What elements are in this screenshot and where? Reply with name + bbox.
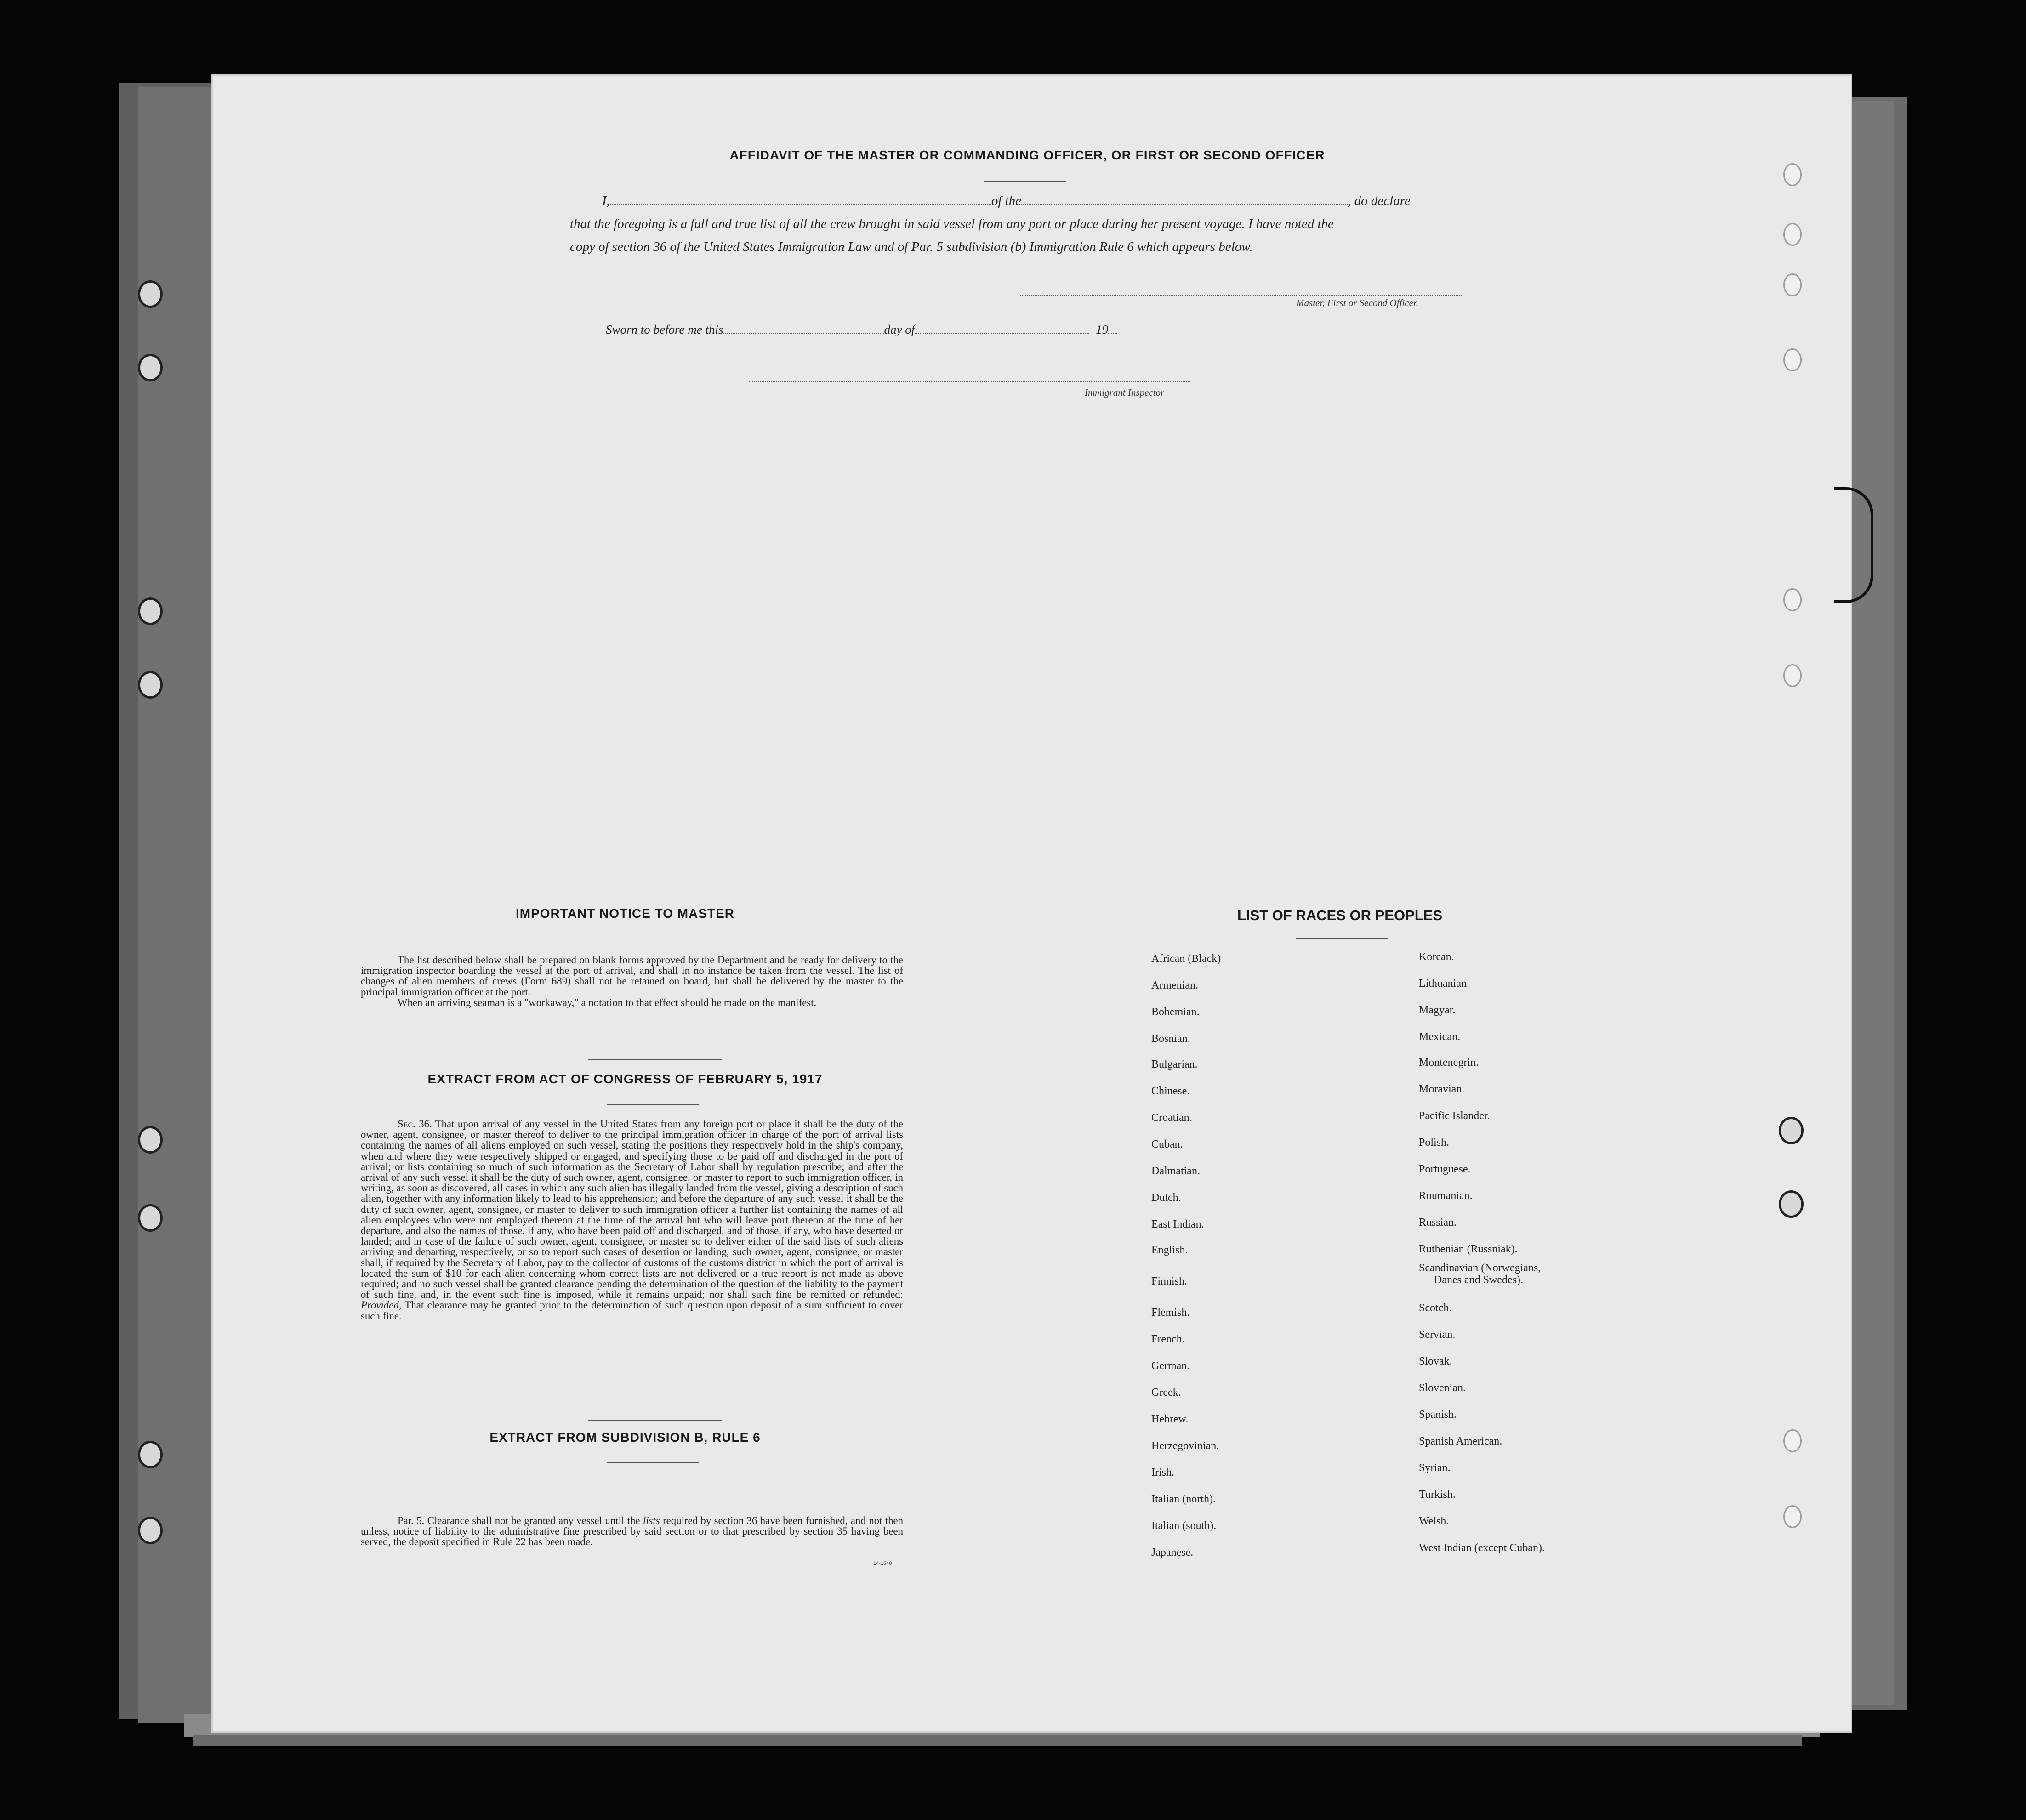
race-item: Syrian. — [1419, 1462, 1451, 1474]
race-item: German. — [1151, 1360, 1190, 1372]
race-item: Magyar. — [1419, 1004, 1456, 1016]
binder-hole-icon — [138, 1126, 163, 1154]
race-item: Lithuanian. — [1419, 978, 1469, 990]
race-item: Chinese. — [1151, 1085, 1190, 1097]
binder-hole-icon — [138, 1517, 163, 1544]
section-rule — [1296, 938, 1388, 939]
race-item: Welsh. — [1419, 1515, 1449, 1527]
affidavit-line-1 — [570, 189, 1682, 212]
binder-hole-icon — [1783, 348, 1802, 371]
race-item: Moravian. — [1419, 1083, 1465, 1095]
provided-word: Provided, — [361, 1299, 402, 1311]
binder-hole-icon — [1783, 273, 1802, 296]
race-item: Pacific Islander. — [1419, 1110, 1490, 1122]
race-item: Danes and Swedes). — [1434, 1274, 1523, 1286]
race-item: Bulgarian. — [1151, 1058, 1198, 1070]
title-rule — [984, 181, 1066, 182]
binder-hole-icon — [138, 1441, 163, 1468]
rule-text: required by section 36 have been furnished, and not then unless, notice of liability to the administrative fine prescribed by said section or to that prescribed by section 35 having been served, the deposit specified in Rule 22 has been made. — [361, 1515, 904, 1548]
sworn-start: Sworn to before me this — [606, 323, 723, 336]
act-extract-body — [361, 1119, 903, 1321]
binder-hole-icon — [1783, 1429, 1802, 1452]
binder-hole-icon — [138, 597, 163, 625]
binder-hole-icon — [1783, 163, 1802, 186]
race-item: Slovak. — [1419, 1355, 1452, 1367]
form-number: 14-1540 — [873, 1561, 892, 1566]
binder-hole-icon — [1783, 1505, 1802, 1528]
act-text: That clearance may be granted prior to the determination of such question upon deposit of a sum sufficient to cover such fine. — [361, 1299, 903, 1322]
race-item: Greek. — [1151, 1387, 1181, 1399]
race-item: Italian (south). — [1151, 1520, 1217, 1532]
races-title: LIST OF RACES OR PEOPLES — [1237, 907, 1443, 923]
underlying-page-right-edge — [1848, 101, 1894, 1705]
race-item: Polish. — [1419, 1137, 1450, 1149]
inspector-signature-line[interactable] — [749, 381, 1190, 382]
binder-hole-icon — [138, 1204, 163, 1232]
affidavit-of-label: of the — [991, 193, 1022, 208]
race-item: Bohemian. — [1151, 1006, 1200, 1018]
binder-hole-icon — [1783, 664, 1802, 687]
act-text: That upon arrival of any vessel in the United States from any foreign port or place it shall be the duty of the owner, agent, consignee, or master thereof to deliver to the principal immigration officer in charge of the port of arrival lists containing the names of all aliens employed on such vessel, stating the positions they respectively hold in the ship's company, when and where they were respectively shipped or engaged, and specifying those to be paid off and discharged in the port of arrival; or lists containing so much of such information as the Secretary of Labor shall by regulation prescribe; and after the arrival of any such vessel it shall be the duty of such owner, agent, consignee, or master to report to such immigration officer, in writing, as soon as discovered, all cases in which any such alien has illegally landed from the vessel, giving a description of such alien, together with any information likely to lead to his apprehension; and before the departure of any such vessel it shall be the duty of such owner, agent, consignee, or master to deliver to such immigration officer a further list containing the names of all alien employees who were not employed thereon at the time of the arrival but who will leave port thereon at the time of her departure, and also the names of those, if any, who have been paid off and discharged, and of those, if any, who have deserted or landed; and in case of the failure of such owner, agent, consignee, or master so to deliver either of the said lists of such aliens arriving and departing, respectively, or so to report such cases of desertion or landing, such owner, agent, consignee, or master shall, if required by the Secretary of Labor, pay to the collector of customs of the customs district in which the port of arrival is located the sum of $10 for each alien concerning whom correct lists are not delivered or a true report is not made as above required; and no such vessel shall be granted clearance pending the determination of the question of the liability to the payment of such fine, and, in the event such fine is imposed, while it remains unpaid; nor shall such fine be remitted or refunded: — [361, 1118, 903, 1301]
affidavit-declare-label: , do declare — [1348, 193, 1411, 208]
race-item: Russian. — [1419, 1217, 1457, 1228]
race-item: Bosnian. — [1151, 1033, 1190, 1045]
notice-title: IMPORTANT NOTICE TO MASTER — [515, 906, 735, 921]
race-item: Spanish. — [1419, 1409, 1457, 1421]
race-item: Scandinavian (Norwegians, — [1419, 1262, 1541, 1274]
race-item: Italian (north). — [1151, 1493, 1216, 1505]
race-item: Spanish American. — [1419, 1435, 1502, 1447]
section-rule — [607, 1104, 699, 1105]
race-item: Finnish. — [1151, 1275, 1188, 1287]
affidavit-i-label: I, — [602, 193, 610, 208]
crew-list-form-page — [211, 74, 1852, 1733]
race-item: African (Black) — [1151, 953, 1221, 965]
vessel-name-field[interactable] — [1021, 204, 1348, 205]
notice-body — [361, 955, 903, 1008]
race-item: French. — [1151, 1333, 1185, 1345]
race-item: Japanese. — [1151, 1547, 1194, 1558]
race-item: West Indian (except Cuban). — [1419, 1542, 1545, 1554]
race-item: Cuban. — [1151, 1138, 1183, 1150]
binder-hole-icon — [138, 671, 163, 699]
race-item: Herzegovinian. — [1151, 1440, 1219, 1452]
sworn-month-field[interactable] — [915, 333, 1089, 334]
race-item: Montenegrin. — [1419, 1057, 1479, 1069]
ink-mark — [1834, 487, 1873, 603]
notice-paragraph: When an arriving seaman is a "workaway," a notation to that effect should be made on the manifest. — [398, 996, 817, 1008]
binder-hole-icon — [138, 280, 163, 308]
affidavit-line-3: copy of section 36 of the United States Immigration Law and of Par. 5 subdivision (b) Immigration Rule 6 which appears below. — [570, 239, 1253, 254]
section-rule — [588, 1420, 722, 1421]
section-rule — [607, 1462, 699, 1463]
sworn-year-label: 19 — [1096, 323, 1109, 336]
race-item: Korean. — [1419, 951, 1454, 963]
binder-hole-icon — [1779, 1117, 1804, 1144]
race-item: Ruthenian (Russniak). — [1419, 1243, 1518, 1255]
race-item: Scotch. — [1419, 1302, 1452, 1314]
rule-extract-title: EXTRACT FROM SUBDIVISION B, RULE 6 — [489, 1430, 761, 1445]
race-item: Turkish. — [1419, 1489, 1456, 1501]
underlying-page-bottom-edge — [193, 1735, 1802, 1746]
notice-paragraph: The list described below shall be prepared on blank forms approved by the Department and be ready for delivery to the immigration inspector boarding the vessel at the port of arrival, and shall in no instance be taken from the vessel. The list of changes of alien members of crews (Form 689) shall not be retained on board, but shall be delivered by the master to the principal immigration officer at the port. — [361, 954, 903, 998]
sworn-year-field[interactable] — [1108, 333, 1117, 334]
sworn-statement — [606, 323, 1117, 337]
affidavit-line-2: that the foregoing is a full and true list of all the crew brought in said vessel from any port or place during her present voyage. I have noted the — [570, 216, 1334, 231]
binder-hole-icon — [138, 354, 163, 381]
inspector-signature-caption: Immigrant Inspector — [1085, 387, 1165, 398]
race-item: Dalmatian. — [1151, 1165, 1200, 1177]
race-item: Dutch. — [1151, 1192, 1181, 1204]
race-item: Croatian. — [1151, 1112, 1192, 1124]
officer-signature-caption: Master, First or Second Officer. — [1296, 297, 1418, 308]
officer-signature-line[interactable] — [1020, 295, 1462, 296]
underlying-page-left-edge — [138, 87, 221, 1723]
rule-text: Par. 5. Clearance shall not be granted any vessel until the — [398, 1515, 640, 1526]
race-item: Mexican. — [1419, 1031, 1460, 1043]
race-item: Armenian. — [1151, 979, 1198, 991]
affidavit-body — [570, 189, 1682, 258]
binder-hole-icon — [1783, 588, 1802, 611]
race-item: Flemish. — [1151, 1307, 1190, 1319]
sworn-day-field[interactable] — [723, 333, 884, 334]
race-item: Irish. — [1151, 1467, 1174, 1479]
race-item: East Indian. — [1151, 1218, 1204, 1230]
act-extract-title: EXTRACT FROM ACT OF CONGRESS OF FEBRUARY 5, 1917 — [427, 1072, 823, 1086]
race-item: Slovenian. — [1419, 1382, 1466, 1394]
section-rule — [588, 1059, 722, 1060]
officer-name-field[interactable] — [610, 204, 991, 205]
binder-hole-icon — [1783, 223, 1802, 246]
race-item: Servian. — [1419, 1329, 1456, 1341]
race-item: Portuguese. — [1419, 1163, 1471, 1175]
race-item: Hebrew. — [1151, 1413, 1189, 1425]
sec-label: Sec. 36. — [398, 1118, 432, 1130]
binder-hole-icon — [1779, 1190, 1804, 1218]
lists-word: lists — [643, 1515, 660, 1526]
rule-extract-body — [361, 1515, 903, 1547]
race-item: Roumanian. — [1419, 1190, 1473, 1202]
affidavit-title: AFFIDAVIT OF THE MASTER OR COMMANDING OFFICER, OR FIRST OR SECOND OFFICER — [729, 148, 1325, 162]
sworn-day-of-label: day of — [884, 323, 915, 336]
race-item: English. — [1151, 1244, 1188, 1256]
